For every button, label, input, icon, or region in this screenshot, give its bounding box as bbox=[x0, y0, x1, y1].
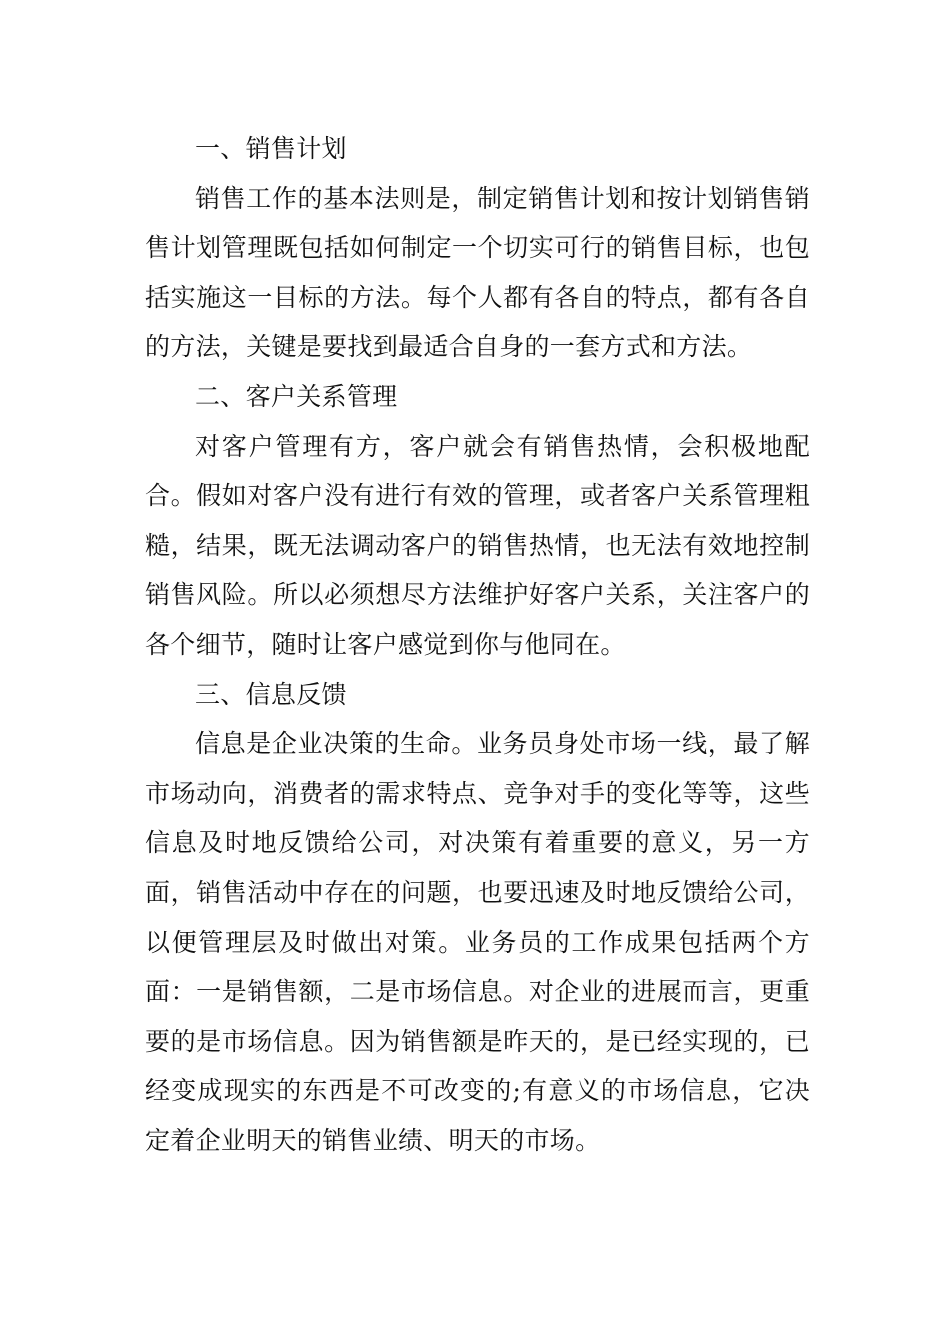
document-body bbox=[145, 124, 810, 1165]
section-body-customer-relations: 对客户管理有方，客户就会有销售热情，会积极地配合。假如对客户没有进行有效的管理，或者客户关系管理粗糙，结果，既无法调动客户的销售热情，也无法有效地控制销售风险。所以必须想尽方法维护好客户关系，关注客户的各个细节，随时让客户感觉到你与他同在。 bbox=[145, 431, 810, 659]
section-heading-customer-relations: 二、客户关系管理 bbox=[195, 381, 398, 411]
section-heading-information-feedback: 三、信息反馈 bbox=[195, 679, 347, 709]
section-body-sales-plan: 销售工作的基本法则是，制定销售计划和按计划销售销售计划管理既包括如何制定一个切实可行的销售目标，也包括实施这一目标的方法。每个人都有各自的特点，都有各自的方法，关键是要找到最适合自身的一套方式和方法。 bbox=[145, 183, 810, 362]
section-heading-sales-plan: 一、销售计划 bbox=[195, 134, 347, 163]
section-body-information-feedback: 信息是企业决策的生命。业务员身处市场一线，最了解市场动向，消费者的需求特点、竞争对手的变化等等，这些信息及时地反馈给公司，对决策有着重要的意义，另一方面，销售活动中存在的问题，也要迅速及时地反馈给公司，以便管理层及时做出对策。业务员的工作成果包括两个方面：一是销售额，二是市场信息。对企业的进展而言，更重要的是市场信息。因为销售额是昨天的，是已经实现的，已经变成现实的东西是不可改变的;有意义的市场信息，它决定着企业明天的销售业绩、明天的市场。 bbox=[145, 729, 810, 1155]
